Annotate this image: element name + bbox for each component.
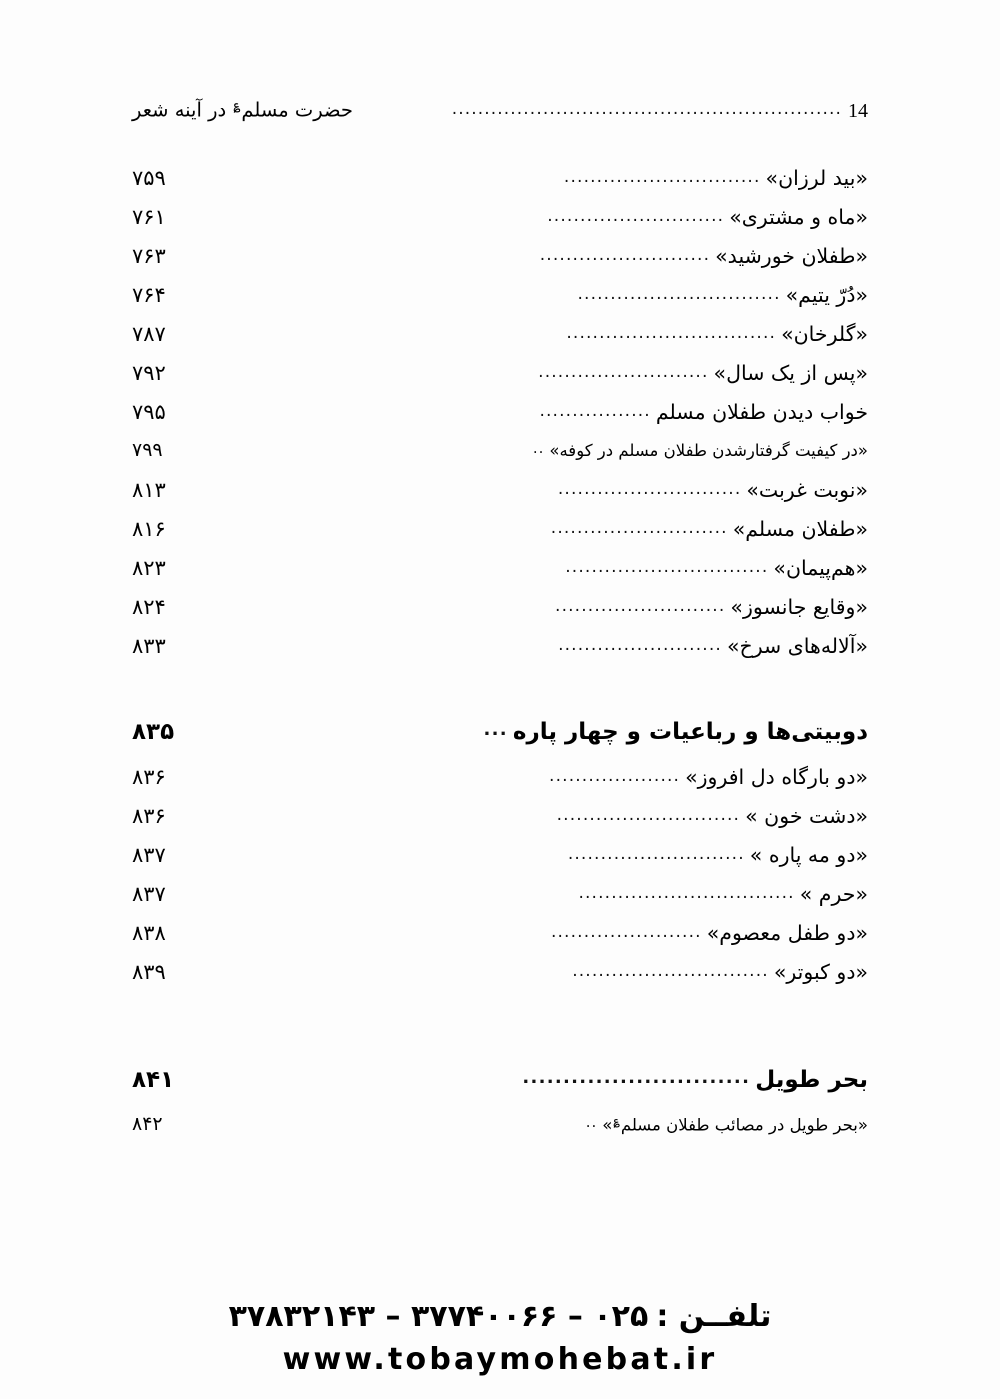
toc-entry-title: «دو طفل معصوم» [706, 921, 868, 945]
toc-entry-page: ۸۳۳ [132, 634, 166, 658]
toc-entry[interactable] [132, 634, 868, 673]
toc-entry[interactable] [132, 843, 868, 882]
toc-entry-title-text: «بحر طویل در مصائب طفلان مسلم [620, 1115, 868, 1134]
toc-entry[interactable] [132, 400, 868, 439]
toc-entry-title: «طفلان خورشید» [715, 244, 868, 268]
toc-entry[interactable] [132, 439, 868, 478]
dot-leader: .............................. [563, 169, 761, 186]
toc-entry-page: ۷۶۴ [132, 283, 166, 307]
dot-leader: .......................... [555, 598, 726, 615]
header-title-suffix: در آینه شعر [132, 98, 233, 122]
toc-entry-title: «حرم » [799, 882, 868, 906]
toc-section-page: ۸۳۵ [132, 719, 175, 745]
toc-entry-title: «دو بارگاه دل افروز» [685, 765, 868, 789]
toc-entry[interactable] [132, 556, 868, 595]
dot-leader: ................................ [566, 325, 777, 342]
toc-entry-page: ۷۶۳ [132, 244, 166, 268]
toc-section-heading[interactable] [132, 719, 868, 765]
toc-entry-page: ۷۹۲ [132, 361, 166, 385]
toc-entry-page: ۸۲۳ [132, 556, 166, 580]
toc-entry[interactable] [132, 283, 868, 322]
phone-numbers: ۰۲۵ – ۳۷۷۴۰۰۶۶ – ۳۷۸۳۲۱۴۳ [228, 1299, 649, 1334]
dot-leader: ....................... [550, 924, 702, 941]
section-spacer [132, 999, 868, 1051]
toc-entry[interactable] [132, 595, 868, 634]
toc-entry-page: ۸۱۳ [132, 478, 166, 502]
toc-entry-page: ۸۴۲ [132, 1113, 163, 1135]
toc-entry[interactable] [132, 322, 868, 361]
dot-leader: ........................... [550, 520, 728, 537]
toc-entry-title: «گلرخان» [781, 322, 868, 346]
dot-leader: ............................ [557, 481, 742, 498]
toc-entry-title-suffix: » [602, 1115, 613, 1134]
toc-entry[interactable] [132, 960, 868, 999]
toc-entry-title: خواب دیدن طفلان مسلم [655, 400, 868, 424]
running-header [132, 98, 868, 132]
toc-entry-title: «دو مه پاره » [749, 843, 868, 867]
toc-entry-title [602, 1114, 868, 1135]
dot-leader: ................................. [578, 885, 795, 902]
toc-entry[interactable] [132, 244, 868, 283]
toc-entry-title: «طفلان مسلم» [732, 517, 868, 541]
toc-entry-page: ۸۳۷ [132, 843, 166, 867]
toc-entry[interactable] [132, 361, 868, 400]
toc-entry-title: «دشت خون » [745, 804, 868, 828]
toc-entry-page: ۷۵۹ [132, 166, 166, 190]
toc-entry-page: ۸۳۸ [132, 921, 166, 945]
dot-leader: .. [532, 441, 545, 456]
toc-entry-page: ۷۸۷ [132, 322, 166, 346]
dot-leader: .. [585, 1115, 598, 1130]
dot-leader: ........................... [567, 846, 745, 863]
toc-entry[interactable] [132, 765, 868, 804]
toc-entry-page: ۷۶۱ [132, 205, 166, 229]
toc-entry[interactable] [132, 166, 868, 205]
toc-entry-page: ۸۳۶ [132, 804, 166, 828]
dot-leader: ............................ [556, 807, 741, 824]
dot-leader: ......................... [558, 637, 722, 654]
dot-leader: .......................... [538, 364, 709, 381]
honorific-icon: ؏ [233, 98, 241, 112]
dot-leader: .................... [549, 768, 681, 785]
toc-entry-title: «دو کبوتر» [773, 960, 868, 984]
toc-entry[interactable] [132, 205, 868, 244]
toc-entry[interactable] [132, 1113, 868, 1152]
toc-entry[interactable] [132, 478, 868, 517]
footer-website[interactable]: www.tobaymohebat.ir [282, 1342, 718, 1377]
toc-entry-page: ۸۳۷ [132, 882, 166, 906]
dot-leader: ............................... [577, 286, 781, 303]
table-of-contents [132, 166, 868, 1152]
dot-leader: ........................... [547, 208, 725, 225]
dot-leader: ............................ [522, 1069, 751, 1087]
toc-entry[interactable] [132, 517, 868, 556]
toc-entry-page: ۷۹۵ [132, 400, 166, 424]
toc-section-title: بحر طویل [755, 1067, 868, 1093]
toc-entry-title: «ماه و مشتری» [729, 205, 868, 229]
header-title [132, 98, 353, 122]
toc-entry-page: ۸۱۶ [132, 517, 166, 541]
header-dot-leader: ............................................................ [451, 100, 842, 118]
toc-entry[interactable] [132, 804, 868, 843]
toc-entry[interactable] [132, 921, 868, 960]
page-footer [0, 1299, 1000, 1377]
dot-leader: .......................... [539, 247, 711, 264]
toc-section-title: دوبیتی‌ها و رباعیات و چهار پاره [512, 719, 868, 745]
toc-entry-title: «آلاله‌های سرخ» [726, 634, 868, 658]
toc-entry[interactable] [132, 882, 868, 921]
footer-phone-line [0, 1299, 1000, 1334]
toc-entry-title: «وقایع جانسوز» [730, 595, 868, 619]
dot-leader: ................. [539, 403, 651, 420]
dot-leader: .............................. [572, 963, 769, 980]
phone-label: تلفــن : [656, 1299, 772, 1334]
toc-entry-page: ۸۲۴ [132, 595, 166, 619]
toc-entry-page: ۸۳۶ [132, 765, 166, 789]
header-title-text: حضرت مسلم [241, 98, 353, 122]
toc-entry-title: «نوبت غربت» [746, 478, 868, 502]
section-spacer [132, 673, 868, 703]
toc-entry-page: ۷۹۹ [132, 439, 163, 461]
header-page-number: 14 [848, 99, 868, 122]
dot-leader: ............................... [565, 559, 769, 576]
toc-entry-title: «در کیفیت گرفتارشدن طفلان مسلم در کوفه» [549, 441, 868, 460]
toc-entry-title: «بید لرزان» [765, 166, 868, 190]
dot-leader: ... [483, 721, 508, 739]
toc-entry-title: «هم‌پیمان» [773, 556, 868, 580]
toc-entry-title: «پس از یک سال» [713, 361, 868, 385]
toc-entry-page: ۸۳۹ [132, 960, 166, 984]
honorific-icon: ؏ [613, 1113, 620, 1127]
toc-section-heading[interactable] [132, 1067, 868, 1113]
toc-entry-title: «دُرّ یتیم» [785, 283, 868, 307]
toc-section-page: ۸۴۱ [132, 1067, 175, 1093]
